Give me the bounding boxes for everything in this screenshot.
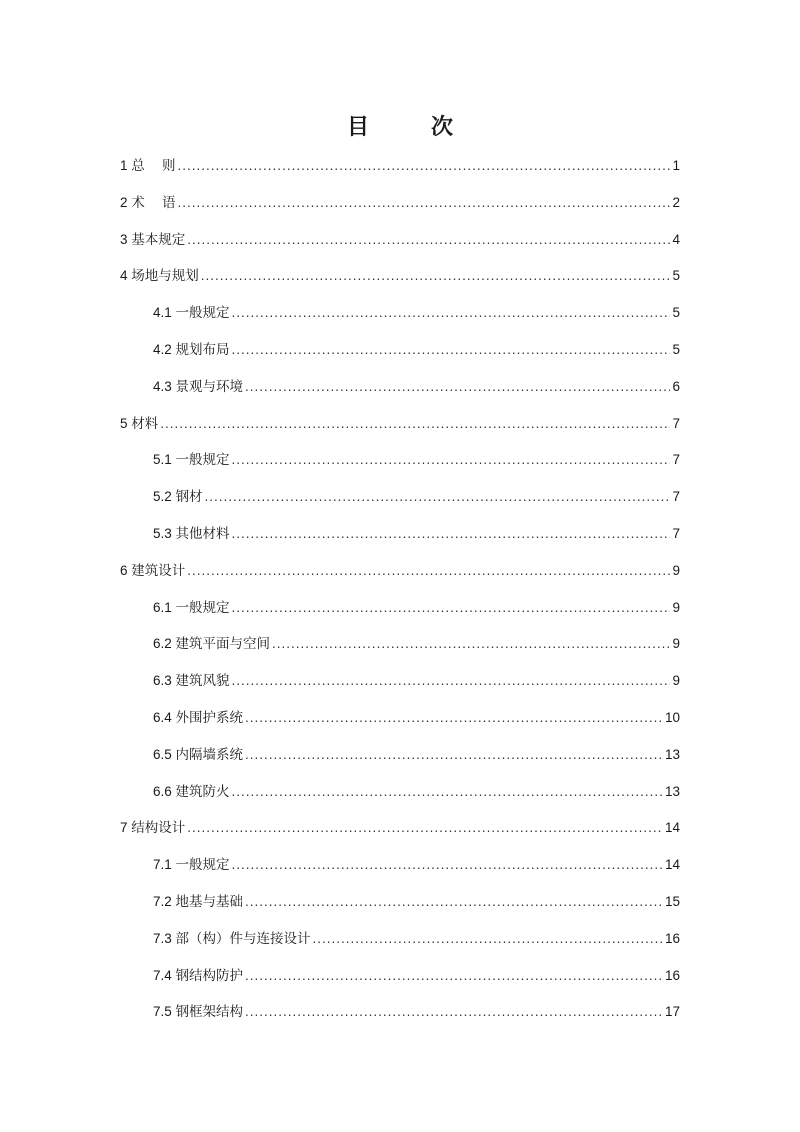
dot-leader	[232, 524, 671, 544]
toc-entry-page: 13	[664, 783, 680, 799]
toc-entry-number: 7.4	[153, 967, 172, 983]
toc-entry[interactable]	[120, 524, 680, 561]
dot-leader	[187, 561, 670, 581]
toc-entry-number: 7.5	[153, 1004, 172, 1020]
toc-entry-number: 5.2	[153, 489, 172, 505]
dot-leader	[160, 414, 670, 434]
toc-entry-page: 9	[672, 636, 680, 652]
dot-leader	[245, 377, 670, 397]
toc-entry[interactable]	[120, 598, 680, 635]
toc-entry[interactable]	[120, 1002, 680, 1039]
toc-entry-number: 4.3	[153, 378, 172, 394]
toc-entry-label: 内隔墙系统	[175, 746, 244, 762]
toc-entry-number: 6	[120, 562, 128, 578]
toc-entry[interactable]	[120, 671, 680, 708]
toc-entry-page: 15	[664, 893, 680, 909]
dot-leader	[245, 966, 663, 986]
toc-entry-page: 7	[672, 452, 680, 468]
toc-entry[interactable]	[120, 892, 680, 929]
toc-entry-label: 钢材	[175, 489, 203, 505]
toc-entry-number: 5	[120, 415, 128, 431]
toc-entry-number: 3	[120, 231, 128, 247]
toc-entry[interactable]	[120, 818, 680, 855]
toc-entry-number: 2	[120, 194, 128, 210]
toc-entry-label: 其他材料	[175, 525, 230, 541]
toc-entry-number: 1	[120, 158, 128, 173]
toc-entry[interactable]	[120, 450, 680, 487]
toc-entry[interactable]	[120, 745, 680, 782]
dot-leader	[232, 671, 671, 691]
toc-entry[interactable]	[120, 230, 680, 267]
toc-entry-number: 6.2	[153, 636, 172, 652]
toc-entry-page: 13	[664, 746, 680, 762]
toc-entry-label: 建筑防火	[175, 783, 230, 799]
toc-entry-page: 16	[664, 930, 680, 946]
toc-entry-page: 7	[672, 489, 680, 505]
dot-leader	[201, 266, 671, 286]
toc-entry-label: 一般规定	[175, 857, 230, 873]
toc-entry[interactable]	[120, 377, 680, 414]
toc-entry-page: 5	[672, 341, 680, 357]
toc-entry-label: 地基与基础	[175, 893, 244, 909]
toc-entry-page: 2	[672, 194, 680, 210]
toc-entry-label: 景观与环境	[175, 378, 244, 394]
toc-entry[interactable]	[120, 303, 680, 340]
toc-entry-label: 一般规定	[175, 452, 230, 468]
dot-leader	[205, 487, 671, 507]
dot-leader	[313, 929, 663, 949]
toc-entry[interactable]	[120, 193, 680, 230]
toc-entry-page: 9	[672, 673, 680, 689]
toc-entry-number: 7.1	[153, 857, 172, 873]
toc-entry-number: 5.3	[153, 525, 172, 541]
toc-entry[interactable]	[120, 855, 680, 892]
toc-entry[interactable]	[120, 340, 680, 377]
dot-leader	[232, 303, 671, 323]
toc-entry-number: 4.2	[153, 341, 172, 357]
toc-entry-number: 7.2	[153, 893, 172, 909]
dot-leader	[272, 634, 670, 654]
dot-leader	[187, 230, 670, 250]
toc-entry-page: 1	[672, 158, 680, 173]
toc-entry-page: 14	[664, 857, 680, 873]
toc-entry-label: 基本规定	[131, 231, 186, 247]
dot-leader	[245, 1002, 663, 1022]
dot-leader	[178, 193, 671, 213]
toc-entry[interactable]	[120, 634, 680, 671]
toc-entry-page: 9	[672, 599, 680, 615]
toc-entry-label: 建筑风貌	[175, 673, 230, 689]
toc-entry-label: 钢框架结构	[175, 1004, 244, 1020]
dot-leader	[232, 340, 671, 360]
toc-entry-label: 一般规定	[175, 305, 230, 321]
toc-entry-label: 总 则	[131, 158, 176, 173]
toc-entry-page: 14	[664, 820, 680, 836]
toc-entry-number: 6.4	[153, 709, 172, 725]
toc-entry-label: 钢结构防护	[175, 967, 244, 983]
toc-entry-number: 6.5	[153, 746, 172, 762]
dot-leader	[232, 782, 663, 802]
toc-entry-label: 建筑设计	[131, 562, 186, 578]
toc-entry[interactable]	[120, 929, 680, 966]
dot-leader	[232, 450, 671, 470]
toc-entry[interactable]	[120, 156, 680, 193]
toc-entry-label: 结构设计	[131, 820, 186, 836]
toc-entry-page: 17	[664, 1004, 680, 1020]
toc-entry-page: 5	[672, 268, 680, 284]
toc-entry-number: 6.1	[153, 599, 172, 615]
dot-leader	[178, 156, 671, 176]
toc-entry-label: 材料	[131, 415, 159, 431]
toc-entry[interactable]	[120, 266, 680, 303]
toc-entry-page: 16	[664, 967, 680, 983]
dot-leader	[245, 745, 663, 765]
toc-entry[interactable]	[120, 708, 680, 745]
toc-entry-number: 5.1	[153, 452, 172, 468]
dot-leader	[232, 598, 671, 618]
toc-entry[interactable]	[120, 782, 680, 819]
toc-entry-number: 7	[120, 820, 128, 836]
toc-entry-page: 9	[672, 562, 680, 578]
dot-leader	[232, 855, 663, 875]
toc-entry[interactable]	[120, 561, 680, 598]
toc-entry-number: 4.1	[153, 305, 172, 321]
toc-entry-number: 4	[120, 268, 128, 284]
toc-entry-label: 场地与规划	[131, 268, 199, 284]
toc-entry-number: 6.3	[153, 673, 172, 689]
toc-entry[interactable]	[120, 966, 680, 1003]
toc-entry-number: 7.3	[153, 930, 172, 946]
toc-entry-label: 规划布局	[175, 341, 230, 357]
toc-entry-page: 7	[672, 525, 680, 541]
dot-leader	[187, 818, 663, 838]
toc-entry-label: 建筑平面与空间	[175, 636, 271, 652]
toc-entry-page: 10	[664, 709, 680, 725]
toc-entry-page: 6	[672, 378, 680, 394]
dot-leader	[245, 892, 663, 912]
page-title: 目 次	[346, 114, 473, 139]
toc-entry[interactable]	[120, 414, 680, 451]
toc-entry[interactable]	[120, 487, 680, 524]
table-of-contents	[120, 156, 680, 1039]
toc-entry-page: 4	[672, 231, 680, 247]
dot-leader	[245, 708, 663, 728]
toc-entry-label: 外围护系统	[175, 709, 244, 725]
toc-entry-number: 6.6	[153, 783, 172, 799]
toc-entry-label: 部（构）件与连接设计	[175, 930, 311, 946]
toc-entry-page: 7	[672, 415, 680, 431]
toc-entry-label: 一般规定	[175, 599, 230, 615]
toc-entry-page: 5	[672, 305, 680, 321]
toc-entry-label: 术 语	[131, 194, 176, 210]
